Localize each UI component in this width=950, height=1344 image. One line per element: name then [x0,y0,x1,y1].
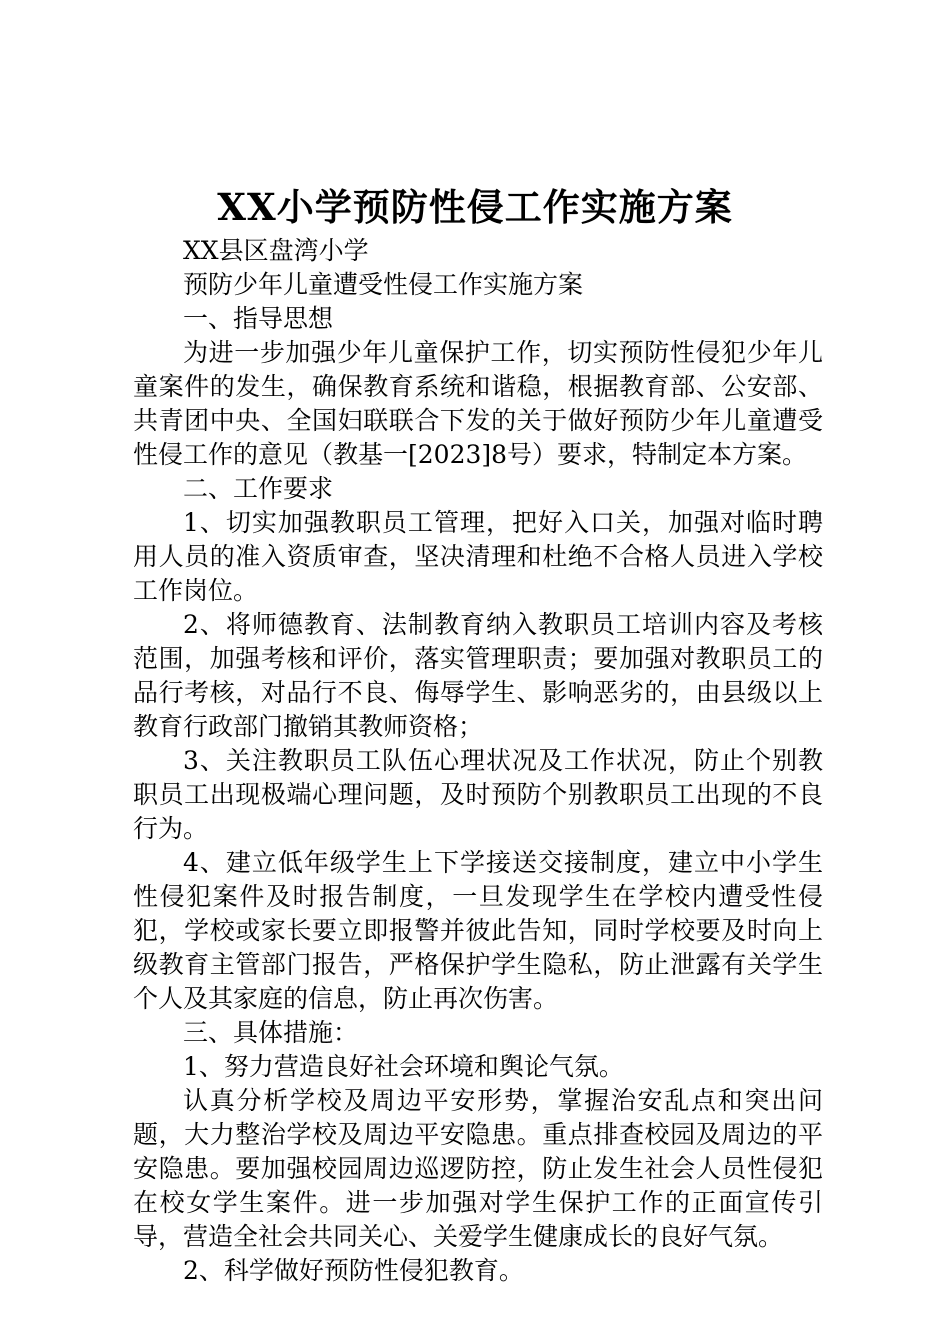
document-body [133,234,823,1288]
paragraph-measure-1: 认真分析学校及周边平安形势，掌握治安乱点和突出问题，大力整治学校及周边平安隐患。重点排查校园及周边的平安隐患。要加强校园周边巡逻防控，防止发生社会人员性侵犯在校女学生案件。进一步加强对学生保护工作的正面宣传引导，营造全社会共同关心、关爱学生健康成长的良好气氛。 [133,1086,823,1251]
document-title: XX小学预防性侵工作实施方案 [217,185,733,229]
measure-1-heading: 1、努力营造良好社会环境和舆论气氛。 [183,1052,624,1081]
paragraph-requirement-1: 1、切实加强教职员工管理，把好入口关，加强对临时聘用人员的准入资质审查，坚决清理和杜绝不合格人员进入学校工作岗位。 [133,508,823,605]
plan-subtitle: 预防少年儿童遭受性侵工作实施方案 [183,270,584,299]
section-heading-specific-measures: 三、具体措施： [183,1018,359,1047]
section-heading-work-requirements: 二、工作要求 [183,474,334,503]
section-heading-guiding-ideology: 一、指导思想 [183,304,334,333]
paragraph-guiding-ideology: 为进一步加强少年儿童保护工作，切实预防性侵犯少年儿童案件的发生，确保教育系统和谐稳，根据教育部、公安部、共青团中央、全国妇联联合下发的关于做好预防少年儿童遭受性侵工作的意见（教基一[2023]8号）要求，特制定本方案。 [133,338,823,469]
paragraph-requirement-3: 3、关注教职员工队伍心理状况及工作状况，防止个别教职员工出现极端心理问题，及时预防个别教职员工出现的不良行为。 [133,746,823,843]
school-name: XX县区盘湾小学 [183,236,369,265]
paragraph-requirement-4: 4、建立低年级学生上下学接送交接制度，建立中小学生性侵犯案件及时报告制度，一旦发现学生在学校内遭受性侵犯，学校或家长要立即报警并彼此告知，同时学校要及时向上级教育主管部门报告，严格保护学生隐私，防止泄露有关学生个人及其家庭的信息，防止再次伤害。 [133,848,823,1013]
paragraph-requirement-2: 2、将师德教育、法制教育纳入教职员工培训内容及考核范围，加强考核和评价，落实管理职责；要加强对教职员工的品行考核，对品行不良、侮辱学生、影响恶劣的，由县级以上教育行政部门撤销其教师资格； [133,610,823,741]
measure-2-heading: 2、科学做好预防性侵犯教育。 [183,1256,524,1285]
